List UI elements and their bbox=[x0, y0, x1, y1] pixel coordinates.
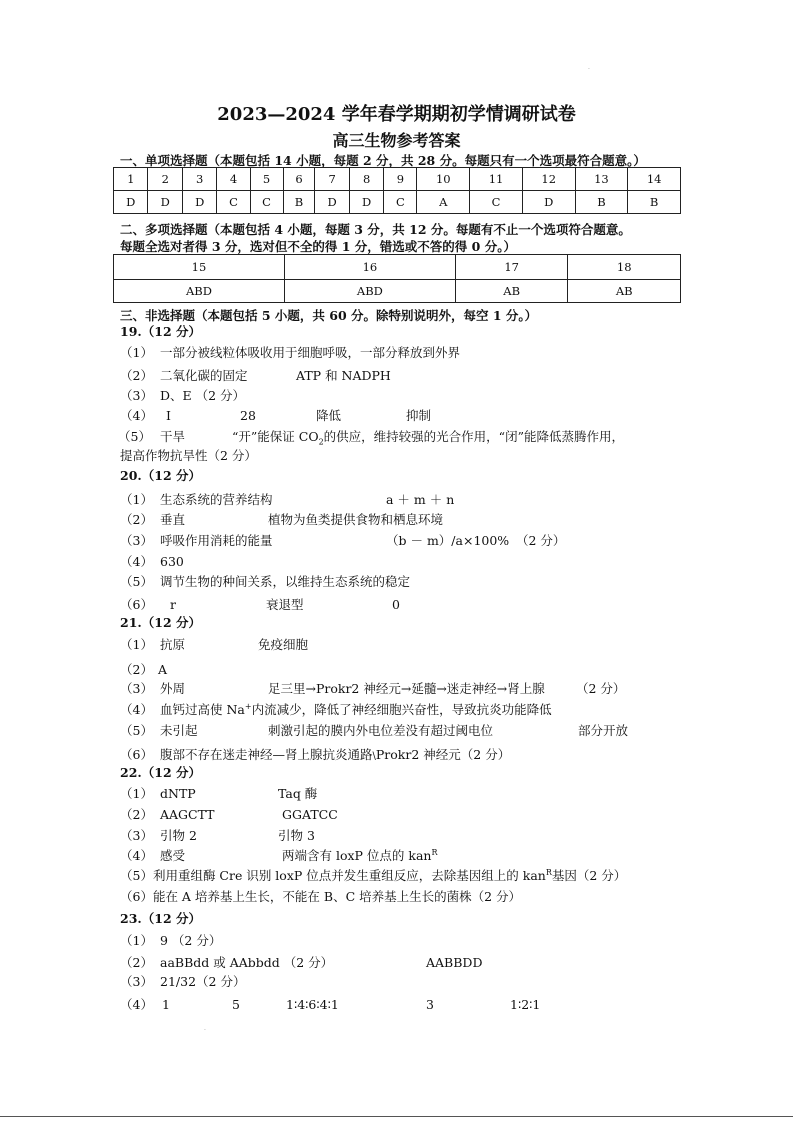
question-number-cell: 11 bbox=[470, 168, 523, 191]
q22-answer-4: （4） 感受 两端含有 loxP 位点的 kan$^R$ bbox=[120, 847, 438, 863]
multiple-choice-answer-table bbox=[113, 254, 681, 303]
question-number-cell: 6 bbox=[283, 168, 315, 191]
q21-answer-5: （5） 未引起 刺激引起的膜内外电位差没有超过阈电位 部分开放 bbox=[120, 723, 629, 738]
q21-answer-6: （6） 腹部不存在迷走神经—肾上腺抗炎通路\Prokr2 神经元（2 分） bbox=[120, 747, 511, 762]
answer-cell: D bbox=[148, 191, 182, 214]
q22-answer-5: （5）利用重组酶 Cre 识别 loxP 位点并发生重组反应，去除基因组上的 kan$^R$基因（2 分） bbox=[120, 867, 627, 883]
q19-answer-5-continued: 提高作物抗旱性（2 分） bbox=[120, 448, 257, 463]
question-number-cell: 15 bbox=[114, 255, 285, 280]
section2-heading-line1: 二、多项选择题（本题包括 4 小题，每题 3 分，共 12 分。每题有不止一个选项符合题意。 bbox=[120, 222, 631, 237]
q21-title: 21.（12 分） bbox=[120, 615, 201, 630]
answer-cell: B bbox=[628, 191, 681, 214]
answer-cell: D bbox=[182, 191, 216, 214]
answer-row bbox=[114, 191, 681, 214]
q22-answer-1: （1） dNTP Taq 酶 bbox=[120, 786, 318, 801]
q20-answer-2: （2） 垂直 植物为鱼类提供食物和栖息环境 bbox=[120, 512, 444, 527]
question-number-cell: 10 bbox=[417, 168, 470, 191]
q19-answer-3: （3） D、E （2 分） bbox=[120, 388, 246, 403]
corner-dot: . bbox=[588, 64, 590, 71]
q21-answer-3: （3） 外周 足三里→Prokr2 神经元→延髓→迷走神经→肾上腺 （2 分） bbox=[120, 681, 626, 696]
question-number-cell: 4 bbox=[217, 168, 250, 191]
q19-title: 19.（12 分） bbox=[120, 324, 201, 339]
q21-answer-1: （1） 抗原 免疫细胞 bbox=[120, 637, 309, 652]
q22-answer-6: （6）能在 A 培养基上生长，不能在 B、C 培养基上生长的菌株（2 分） bbox=[120, 889, 522, 904]
question-number-cell: 17 bbox=[455, 255, 568, 280]
answer-cell: D bbox=[114, 191, 148, 214]
question-number-cell: 13 bbox=[575, 168, 628, 191]
question-number-cell: 16 bbox=[284, 255, 455, 280]
question-number-cell: 7 bbox=[315, 168, 349, 191]
q20-answer-1: （1） 生态系统的营养结构 a ＋ m ＋ n bbox=[120, 492, 455, 507]
q23-title: 23.（12 分） bbox=[120, 911, 201, 926]
question-number-row bbox=[114, 168, 681, 191]
answer-cell: D bbox=[349, 191, 383, 214]
q22-answer-2: （2） AAGCTT GGATCC bbox=[120, 807, 338, 822]
question-number-cell: 12 bbox=[522, 168, 575, 191]
answer-cell: AB bbox=[568, 280, 681, 303]
question-number-cell: 14 bbox=[628, 168, 681, 191]
answer-cell: ABD bbox=[284, 280, 455, 303]
answer-cell: C bbox=[470, 191, 523, 214]
single-choice-answer-table bbox=[113, 167, 681, 214]
section1-heading: 一、单项选择题（本题包括 14 小题，每题 2 分，共 28 分。每题只有一个选项最符合题意。） bbox=[120, 153, 646, 168]
answer-cell: ABD bbox=[114, 280, 285, 303]
answer-cell: A bbox=[417, 191, 470, 214]
section3-heading: 三、非选择题（本题包括 5 小题，共 60 分。除特别说明外，每空 1 分。） bbox=[120, 308, 538, 323]
q20-title: 20.（12 分） bbox=[120, 468, 201, 483]
answer-cell: C bbox=[250, 191, 283, 214]
q22-title: 22.（12 分） bbox=[120, 765, 201, 780]
footer-dot: . bbox=[204, 1025, 206, 1032]
q20-answer-3: （3） 呼吸作用消耗的能量 （b － m）/a×100% （2 分） bbox=[120, 533, 566, 548]
question-number-cell: 9 bbox=[384, 168, 417, 191]
q20-answer-5: （5） 调节生物的种间关系，以维持生态系统的稳定 bbox=[120, 574, 411, 589]
document-subtitle: 高三生物参考答案 bbox=[332, 131, 461, 150]
answer-cell: C bbox=[384, 191, 417, 214]
question-number-cell: 18 bbox=[568, 255, 681, 280]
q20-answer-6: （6） r 衰退型 0 bbox=[120, 597, 400, 612]
q21-answer-2: （2） A bbox=[120, 662, 168, 677]
question-number-row bbox=[114, 255, 681, 280]
q19-answer-4: （4） Ⅰ 28 降低 抑制 bbox=[120, 408, 432, 423]
answer-cell: B bbox=[575, 191, 628, 214]
question-number-cell: 8 bbox=[349, 168, 383, 191]
q22-answer-3: （3） 引物 2 引物 3 bbox=[120, 828, 315, 843]
q23-answer-4: （4） 1 5 1∶4∶6∶4∶1 3 1∶2∶1 bbox=[120, 997, 541, 1012]
document-title: 2023—2024 学年春学期期初学情调研试卷 bbox=[217, 104, 576, 125]
q20-answer-4: （4） 630 bbox=[120, 554, 184, 569]
q23-answer-2: （2） aaBBdd 或 AAbbdd （2 分） AABBDD bbox=[120, 955, 483, 970]
q19-answer-5: （5） 干旱 “开”能保证 $CO_2$的供应，维持较强的光合作用，“闭”能降低蒸腾作用， bbox=[118, 429, 624, 447]
answer-cell: D bbox=[522, 191, 575, 214]
section2-heading-line2: 每题全选对者得 3 分，选对但不全的得 1 分，错选或不答的得 0 分。） bbox=[120, 239, 516, 254]
q21-answer-4: （4） 血钙过高使 Na+内流减少，降低了神经细胞兴奋性，导致抗炎功能降低 bbox=[120, 701, 552, 717]
answer-row bbox=[114, 280, 681, 303]
q19-answer-2: （2） 二氧化碳的固定 ATP 和 NADPH bbox=[120, 368, 391, 383]
answer-cell: B bbox=[283, 191, 315, 214]
answer-cell: C bbox=[217, 191, 250, 214]
question-number-cell: 3 bbox=[182, 168, 216, 191]
question-number-cell: 5 bbox=[250, 168, 283, 191]
q19-answer-1: （1） 一部分被线粒体吸收用于细胞呼吸，一部分释放到外界 bbox=[120, 345, 461, 360]
question-number-cell: 2 bbox=[148, 168, 182, 191]
question-number-cell: 1 bbox=[114, 168, 148, 191]
answer-cell: D bbox=[315, 191, 349, 214]
q23-answer-1: （1） 9 （2 分） bbox=[120, 933, 222, 948]
page-bottom-rule bbox=[0, 1116, 793, 1117]
answer-cell: AB bbox=[455, 280, 568, 303]
q23-answer-3: （3） 21/32（2 分） bbox=[120, 974, 246, 989]
